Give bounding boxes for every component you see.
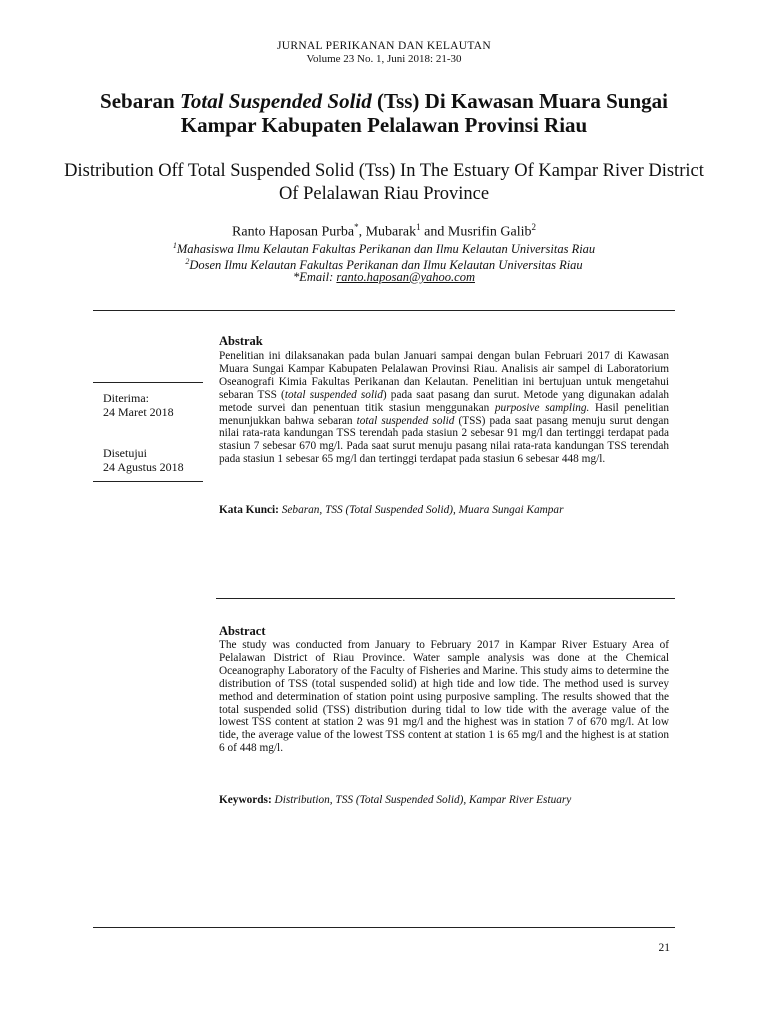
kata-kunci-label: Kata Kunci: [219,504,279,516]
corresponding-email [0,270,768,285]
author-separator: , [358,224,366,240]
keywords-text: Distribution, TSS (Total Suspended Solid), Kampar River Estuary [271,794,572,806]
sidebar-divider-top [93,382,203,383]
author-1: Ranto Haposan Purba [232,224,355,240]
affiliation-2-text: Dosen Ilmu Kelautan Fakultas Perikanan dan Ilmu Kelautan Universitas Riau [189,258,583,273]
author-2: Mubarak [365,224,417,240]
abstrak-heading: Abstrak [219,334,263,348]
title-id-pre: Sebaran [100,89,180,113]
page-number: 21 [658,942,670,954]
divider-bottom [93,927,675,928]
keywords [219,794,669,807]
abstrak-italic-1: total suspended solid [284,388,383,401]
title-english: Distribution Off Total Suspended Solid (Tss) In The Estuary Of Kampar River District Of Pelalawan Riau Province [64,161,704,204]
divider-top [93,310,675,311]
abstract-body: The study was conducted from January to February 2017 in Kampar River Estuary Area of Pelalawan District of Riau Province. Water sample analysis was done at the Chemical Oceanography Laboratory of the Faculty of Fisheries and Marine. This study aims to determine the distribution of TSS (total suspended solid) at high tide and low tide. The method used is survey method and determination of station point using purposive sampling. The results showed that the total suspended solid (TSS) distribution during tidal to low tide with the average value of the lowest TSS content at station 2 was 91 mg/l and the highest was in station 7 of 670 mg/l. At low tide, the average value of the lowest TSS content at station 1 is 65 mg/l and the highest is at station 6 of 448 mg/l. [219,639,669,755]
keywords-label: Keywords: [219,794,272,806]
title-indonesian [60,89,708,137]
approved-label: Disetujui [103,446,147,460]
abstrak-italic-3: total suspended solid [356,414,455,427]
title-id-italic: Total Suspended Solid [179,89,372,113]
abstrak-text-3: Hasil penelitian menunjukkan bahwa sebaran [219,401,669,427]
email-link[interactable]: ranto.haposan@yahoo.com [336,270,475,284]
kata-kunci [219,504,669,517]
author-1-mark: * [354,222,359,232]
affiliation-1-text: Mahasiswa Ilmu Kelautan Fakultas Perikanan dan Ilmu Kelautan Universitas Riau [176,242,596,257]
kata-kunci-text: Sebaran, TSS (Total Suspended Solid), Muara Sungai Kampar [278,504,564,516]
author-3-mark: 2 [531,222,536,232]
author-and: and [420,224,448,240]
affiliation-2-mark: 2 [185,257,190,266]
email-label: *Email: [293,270,337,284]
received-date: 24 Maret 2018 [103,405,174,419]
abstrak-text-4: (TSS) pada saat pasang menuju surut dengan nilai rata-rata kandungan TSS terendah pada stasiun 2 sebesar 91 mg/l dan tertinggi terdapat pada stasiun 7 sebesar 670 mg/l. Pada saat surut menuju pasang nilai rata-rata kandungan TSS terendah pada stasiun 1 sebesar 65 mg/l dan tertinggi terdapat pada stasiun 6 sebesar 448 mg/l. [219,414,669,466]
affiliation-1-mark: 1 [172,241,177,250]
divider-middle [216,598,675,599]
author-2-mark: 1 [416,222,421,232]
title-id-post: (Tss) Di Kawasan Muara Sungai Kampar Kabupaten Pelalawan Provinsi Riau [180,89,668,137]
author-3: Musrifin Galib [447,224,532,240]
journal-volume: Volume 23 No. 1, Juni 2018: 21-30 [306,53,462,65]
abstrak-text-2: ) pada saat pasang dan surut. Metode yang digunakan adalah metode survei dan penentuan titik stasiun menggunakan [219,388,670,414]
received-label: Diterima: [103,391,149,405]
abstrak-body [219,350,669,466]
sidebar-divider-bottom [93,481,203,482]
abstrak-text-1: Penelitian ini dilaksanakan pada bulan Januari sampai dengan bulan Februari 2017 di Kawasan Muara Sungai Kampar Kabupaten Pelalawan Provinsi Riau. Analisis air sampel di Laboratorium Oseanografi Kimia Fakultas Perikanan dan Kelautan. Penelitian ini bertujuan untuk mengetahui sebaran TSS ( [219,350,669,401]
abstract-heading: Abstract [219,624,266,638]
approved-date: 24 Agustus 2018 [103,460,184,474]
journal-name: JURNAL PERIKANAN DAN KELAUTAN [276,40,492,52]
abstrak-italic-2: purposive sampling. [494,401,590,414]
